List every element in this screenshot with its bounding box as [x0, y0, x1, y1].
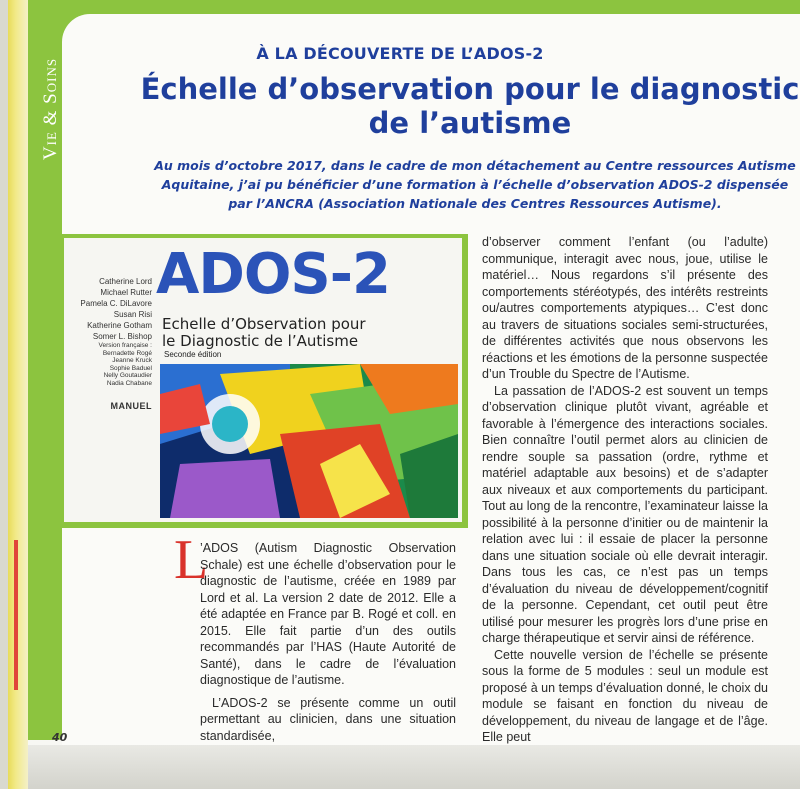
article-paragraph: Cette nouvelle version de l’échelle se présente sous la forme de 5 modules : seul un module est proposé à un temps d’évaluation donné, le choix du module se faisant en fonction du niveau de développement, du niveau de langage et de l’âge. Elle peut [482, 647, 768, 744]
page-bottom-edge [28, 745, 800, 789]
cover-author: Pamela C. DiLavore [80, 299, 152, 308]
cover-artwork [160, 364, 458, 518]
drop-cap: L [174, 529, 209, 591]
cover-translator: Bernadette Rogé [102, 349, 152, 357]
cover-subtitle [162, 316, 366, 350]
article-paragraph: ’ADOS (Autism Diagnostic Observation Schale) est une échelle d’observation pour le diagnostic de l’autisme, créée en 1989 par Lord et al. La version 2 date de 2012. Elle a été adaptée en France par B. Rogé et coll. en 2015. Elle fait partie d’un des outils recommandés par l’HAS (Haute Autorité de Santé), dans le cadre de l’évaluation diagnostique de l’autisme. [200, 541, 456, 687]
cover-translator: Sophie Baduel [109, 364, 152, 372]
cover-author: Susan Risi [113, 310, 152, 319]
cover-subtitle-line-2: le Diagnostic de l’Autisme [162, 332, 359, 350]
cover-edition: Seconde édition [164, 350, 222, 359]
page-edge-left [8, 0, 28, 789]
page-number: 40 [52, 731, 68, 744]
page-edge-red-strip [14, 540, 18, 690]
section-rubric-label: Vie & Soins [40, 57, 61, 161]
cover-author: Katherine Gotham [87, 321, 152, 330]
article-lead: Au mois d’octobre 2017, dans le cadre de mon détachement au Centre ressources Autisme Aquitaine, j’ai pu bénéficier d’une formation à l’échelle d’observation ADOS-2 dispensée par l’ANCRA (Association Nationale des Centres Ressources Autisme). [154, 158, 796, 211]
cover-translator: Jeanne Kruck [112, 357, 152, 364]
cover-subtitle-line-1: Echelle d’Observation pour [162, 315, 366, 333]
article-column-2 [482, 234, 768, 746]
article-column-1 [200, 540, 456, 744]
cover-author: Michael Rutter [100, 288, 152, 297]
article-title-line-1: Échelle d’observation pour le diagnostic [140, 72, 800, 106]
article-paragraph: L’ADOS-2 se présente comme un outil permettant au clinicien, dans une situation standardisée, [200, 695, 456, 743]
cover-version-label: Version française : [98, 342, 152, 349]
cover-author: Catherine Lord [99, 277, 152, 286]
article-kicker: À LA DÉCOUVERTE DE L’ADOS-2 [256, 44, 544, 63]
article-title [140, 72, 800, 140]
cover-logo: ADOS-2 [156, 242, 390, 307]
cover-authors [64, 276, 152, 412]
book-cover-image [64, 238, 462, 522]
article-paragraph: La passation de l’ADOS-2 est souvent un temps d’observation clinique plutôt vivant, agréable et favorable à l’émergence des interactions sociales. Bien connaître l’outil permet alors au clinicien de rendre souple sa passation (ordre, rythme et matériel adaptable aux besoins) et de s’adapter aux niveaux et aux comportements du participant. Tout au long de la rencontre, l’examinateur laisse la possibilité à la personne d’initier ou de maintenir la relation avec lui : il essaie de placer la personne dans une situation sociale où elle devrait interagir. Dans tous les cas, ce n’est pas un temps d’évaluation du niveau de développement/cognitif de la personne. Cependant, cet outil peut être utilisé pour mesurer les progrès lors d’une prise en charge thérapeutique et servir ainsi de référence. [482, 383, 768, 645]
article-title-line-2: de l’autisme [368, 106, 572, 140]
article-paragraph: d’observer comment l’enfant (ou l’adulte) communique, interagit avec nous, joue, utilise le matériel… Nous regardons s’il présente des comportements stéréotypés, des intérêts restreints ou/autres comportements atypiques… C’est donc au travers de situations sociales semi-structurées, de différentes activités que nous observons les réactions et les émotions de la personne suspectée d’un Trouble du Spectre de l’Autisme. [482, 235, 768, 381]
cover-translator: Nadia Chabane [106, 379, 152, 387]
cover-author: Somer L. Bishop [92, 332, 152, 341]
cover-manual-label: MANUEL [110, 401, 152, 411]
cover-translator: Nelly Goutaudier [103, 372, 152, 379]
